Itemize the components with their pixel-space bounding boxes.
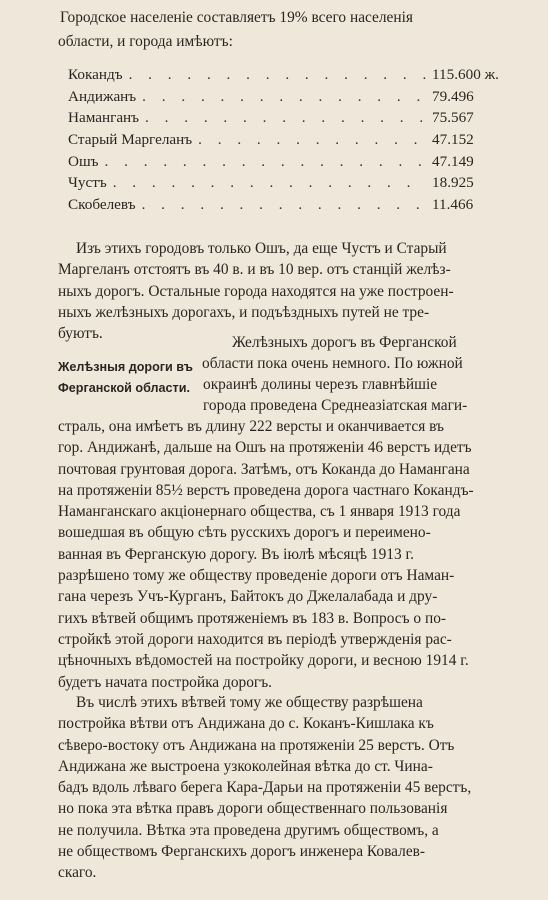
text-line: буютъ. [58, 325, 103, 343]
town-row [68, 109, 520, 131]
town-row [68, 88, 520, 110]
intro-line: области, и города имѣютъ: [58, 33, 233, 50]
town-population: 79.496 [432, 87, 474, 105]
leader-dots [113, 174, 426, 192]
leader-dots [105, 153, 426, 171]
text-line: Маргеланъ отстоятъ въ 40 в. и въ 10 вер. отъ станцій желѣз- [58, 261, 451, 279]
town-name: Ошъ [68, 152, 99, 170]
intro-line: Городское населеніе составляетъ 19% всего населенія [60, 9, 413, 26]
text-line: скаго. [58, 864, 97, 882]
leader-dots [145, 109, 426, 127]
town-population: 11.466 [432, 196, 474, 214]
text-line: бадъ вдоль лѣваго берега Кара-Дарьи на протяженіи 45 верстъ, [58, 779, 472, 797]
text-line: ванная въ Ферганскую дорогу. Въ іюлѣ мѣсяцѣ 1913 г. [58, 545, 414, 563]
text-line: стройкѣ этой дороги находится въ періодѣ утвержденія рас- [58, 630, 452, 648]
text-line: города проведена Среднеазіатская маги- [203, 397, 468, 415]
text-line: но пока эта вѣтка правъ дороги общественнаго пользованія [58, 800, 448, 818]
text-line: не обществомъ Ферганскихъ дорогъ инженера Ковалев- [58, 843, 426, 861]
town-name: Скобелевъ [68, 196, 136, 214]
text-line: сѣверо-востоку отъ Андижана на протяженіи 25 верстъ. Отъ [58, 736, 455, 754]
text-line: гор. Андижанѣ, дальше на Ошъ на протяженіи 46 верстъ идетъ [58, 439, 472, 457]
text-line: на протяженіи 85½ верстъ проведена дорога частнаго Кокандъ- [58, 481, 474, 499]
text-line: разрѣшено тому же обществу проведеніе дороги отъ Наман- [58, 567, 455, 585]
leader-dots [129, 66, 426, 84]
text-line: гана черезъ Учъ-Курганъ, Байтокъ до Джелалабада и дру- [58, 588, 438, 606]
text-line: Андижана же выстроена узкоколейная вѣтка до ст. Чина- [58, 757, 433, 775]
town-name: Чустъ [68, 174, 107, 192]
margin-note-line: Желѣзныя дороги въ [58, 360, 193, 374]
leader-dots [142, 88, 426, 106]
town-name: Наманганъ [68, 109, 140, 127]
paragraph-railways-indented [203, 374, 528, 417]
town-row [68, 196, 520, 218]
text-line: страль, она имѣетъ въ длину 222 версты и оканчивается въ [58, 418, 445, 435]
town-name: Старый Маргеланъ [68, 131, 193, 149]
town-population: 18.925 [432, 174, 474, 192]
text-line: Желѣзныхъ дорогъ въ Ферганской [232, 334, 457, 351]
text-line: постройка вѣтви отъ Андижана до с. Коканъ-Кишлака къ [58, 715, 434, 733]
town-row [68, 153, 520, 175]
text-line: почтовая грунтовая дорога. Затѣмъ, отъ Коканда до Намангана [58, 460, 470, 478]
text-line: ныхъ желѣзныхъ дорогахъ, и подъѣздныхъ путей не тре- [58, 303, 430, 321]
margin-note [58, 357, 198, 399]
text-line: Въ числѣ этихъ вѣтвей тому же обществу разрѣшена [76, 694, 423, 711]
text-line: ныхъ дорогъ. Остальные города находятся на уже построен- [58, 282, 454, 300]
paragraph-branches [58, 692, 528, 884]
leader-dots [142, 196, 426, 214]
town-row [68, 174, 520, 196]
text-line: гихъ вѣтвей общимъ протяженіемъ въ 183 в. Вопросъ о по- [58, 609, 447, 627]
town-name: Кокандъ [68, 66, 123, 83]
town-population: 47.152 [432, 131, 474, 149]
town-row [68, 66, 520, 88]
town-name: Андижанъ [68, 87, 137, 105]
text-line: будетъ начата постройка дорогъ. [58, 673, 273, 691]
text-line: вошедшая въ общую сѣть русскихъ дорогъ и переимено- [58, 524, 431, 542]
town-row [68, 131, 520, 153]
paragraph-railways-start [202, 332, 528, 375]
town-population: 115.600 ж. [432, 66, 499, 83]
paragraph-distances [58, 238, 528, 344]
town-population: 75.567 [432, 109, 474, 127]
text-line: области пока очень немного. По южной [202, 355, 463, 373]
text-line: окраинѣ долины черезъ главнѣйшіе [203, 376, 438, 393]
leader-dots [198, 131, 426, 149]
paragraph-railways [58, 416, 528, 693]
text-line: цѣночныхъ вѣдомостей на постройку дороги, и весною 1914 г. [58, 652, 469, 670]
intro-paragraph [58, 6, 528, 54]
text-line: не получила. Вѣтка эта проведена другимъ обществомъ, а [58, 821, 439, 839]
margin-note-line: Ферганской области. [58, 381, 190, 395]
text-line: Наманганскаго акціонернаго общества, съ 1 января 1913 года [58, 503, 461, 521]
text-line: Изъ этихъ городовъ только Ошъ, да еще Чустъ и Старый [76, 240, 447, 257]
towns-table [68, 66, 520, 218]
town-population: 47.149 [432, 152, 474, 170]
